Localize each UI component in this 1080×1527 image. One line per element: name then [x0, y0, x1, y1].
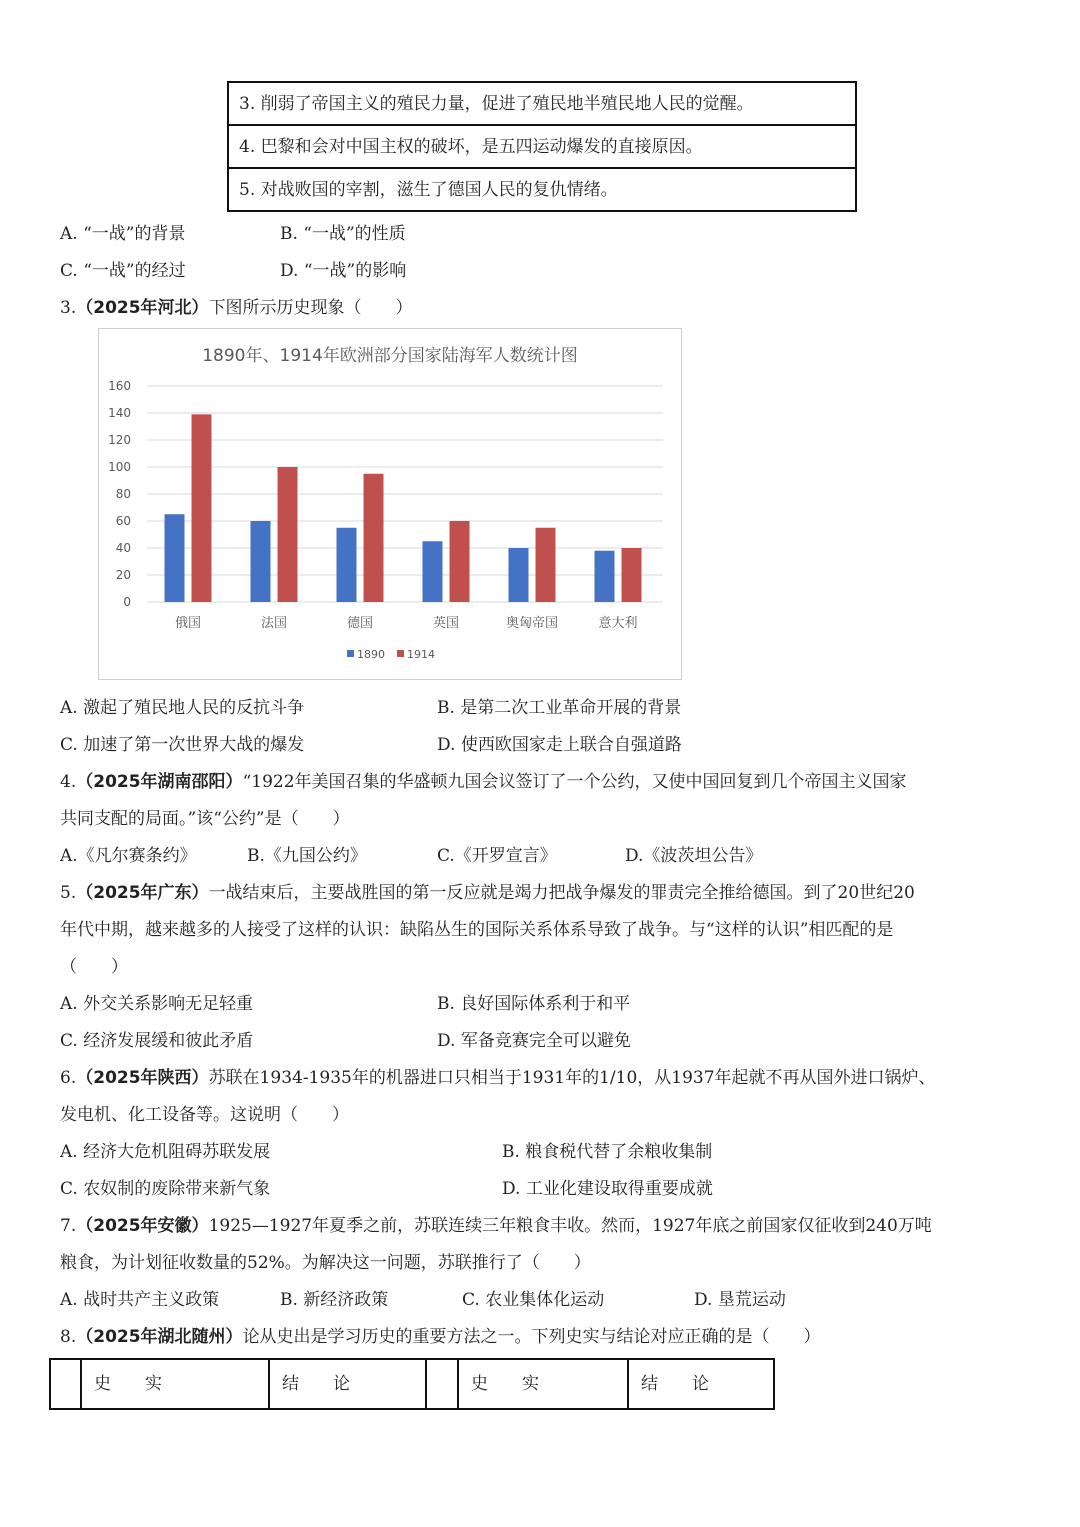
q6-option-a: A. 经济大危机阻碍苏联发展 [60, 1142, 271, 1162]
question-number: 3. [60, 298, 77, 318]
legend-swatch [347, 650, 354, 657]
q3-option-b: B. 是第二次工业革命开展的背景 [437, 698, 682, 718]
question-7-stem-cont: 粮食，为计划征收数量的52%。为解决这一问题，苏联推行了（ ） [60, 1253, 591, 1273]
question-3 [60, 293, 413, 318]
q6-option-b: B. 粮食税代替了余粮收集制 [502, 1142, 713, 1162]
bar-1890 [337, 528, 357, 602]
q4-option-b: B.《九国公约》 [247, 846, 367, 866]
table-row: 3. 削弱了帝国主义的殖民力量，促进了殖民地半殖民地人民的觉醒。 [229, 83, 855, 126]
legend-swatch [397, 650, 404, 657]
question-source: （2025年湖北随州） [76, 1327, 243, 1347]
bar-1914 [278, 467, 298, 602]
table-row: 5. 对战败国的宰割，滋生了德国人民的复仇情绪。 [229, 169, 855, 212]
y-tick-label: 60 [115, 514, 131, 528]
y-tick-label: 140 [108, 406, 131, 420]
y-tick-label: 80 [115, 487, 131, 501]
x-tick-label: 俄国 [174, 616, 202, 631]
x-tick-label: 意大利 [598, 616, 638, 631]
question-number: 6. [60, 1068, 77, 1088]
question-source: （2025年安徽） [76, 1216, 209, 1236]
question-stem: 一战结束后，主要战胜国的第一反应就是竭力把战争爆发的罪责完全推给德国。到了20世纪20 [208, 883, 915, 903]
q3-option-c: C. 加速了第一次世界大战的爆发 [60, 735, 305, 755]
table-header-conclusion: 结 论 [641, 1374, 709, 1394]
question-source: （2025年河北） [76, 298, 209, 318]
question-5 [60, 878, 915, 903]
table-cell-blank [51, 1360, 82, 1408]
x-tick-label: 奥匈帝国 [505, 616, 559, 631]
question-stem: 苏联在1934-1935年的机器进口只相当于1931年的1/10，从1937年起就不再从国外进口锅炉、 [208, 1068, 936, 1088]
x-tick-label: 法国 [260, 616, 288, 631]
question-stem: “1922年美国召集的华盛顿九国会议签订了一个公约，又使中国回复到几个帝国主义国家 [242, 772, 907, 792]
question-number: 4. [60, 772, 77, 792]
y-tick-label: 0 [123, 595, 131, 609]
q6-option-c: C. 农奴制的废除带来新气象 [60, 1179, 271, 1199]
q7-option-c: C. 农业集体化运动 [462, 1290, 605, 1310]
q5-option-b: B. 良好国际体系利于和平 [437, 994, 631, 1014]
bar-1890 [423, 541, 443, 602]
q7-option-d: D. 垦荒运动 [694, 1290, 786, 1310]
y-tick-label: 40 [115, 541, 131, 555]
question-7 [60, 1211, 932, 1236]
question-5-stem-cont: 年代中期，越来越多的人接受了这样的认识：缺陷丛生的国际关系体系导致了战争。与“这样的认识”相匹配的是 [60, 920, 894, 940]
question-number: 8. [60, 1327, 77, 1347]
q5-option-d: D. 军备竞赛完全可以避免 [437, 1031, 631, 1051]
q2-option-d: D. “一战”的影响 [280, 261, 407, 281]
q4-option-c: C.《开罗宣言》 [437, 846, 557, 866]
question-stem: 1925—1927年夏季之前，苏联连续三年粮食丰收。然而，1927年底之前国家仅征收到240万吨 [208, 1216, 932, 1236]
table-cell-blank [427, 1360, 459, 1408]
question-6 [60, 1063, 936, 1088]
question-5-stem-end: （ ） [60, 957, 128, 977]
bar-1890 [165, 514, 185, 602]
question-number: 5. [60, 883, 77, 903]
q5-option-c: C. 经济发展缓和彼此矛盾 [60, 1031, 254, 1051]
question-6-stem-cont: 发电机、化工设备等。这说明（ ） [60, 1105, 349, 1125]
q5-option-a: A. 外交关系影响无足轻重 [60, 994, 254, 1014]
question-stem: 论从史出是学习历史的重要方法之一。下列史实与结论对应正确的是（ ） [242, 1327, 821, 1347]
y-tick-label: 120 [108, 433, 131, 447]
question-source: （2025年广东） [76, 883, 209, 903]
q3-option-a: A. 激起了殖民地人民的反抗斗争 [60, 698, 305, 718]
x-tick-label: 英国 [432, 616, 460, 631]
chart-canvas [99, 329, 681, 679]
q2-option-b: B. “一战”的性质 [280, 224, 406, 244]
question-number: 7. [60, 1216, 77, 1236]
q4-option-a: A.《凡尔赛条约》 [60, 846, 197, 866]
y-tick-label: 160 [108, 379, 131, 393]
summary-table [227, 81, 857, 212]
q7-option-b: B. 新经济政策 [280, 1290, 389, 1310]
bar-1914 [450, 521, 470, 602]
question-4-stem-cont: 共同支配的局面。”该“公约”是（ ） [60, 809, 350, 829]
bar-1914 [364, 474, 384, 602]
bar-1914 [622, 548, 642, 602]
question-source: （2025年陕西） [76, 1068, 209, 1088]
x-tick-label: 德国 [346, 616, 374, 631]
table-header-fact: 史 实 [459, 1360, 629, 1408]
question-source: （2025年湖南邵阳） [76, 772, 243, 792]
chart-title: 1890年、1914年欧洲部分国家陆海军人数统计图 [202, 346, 578, 366]
bar-chart [98, 328, 682, 680]
bar-1890 [509, 548, 529, 602]
question-8 [60, 1322, 821, 1347]
table-header-fact: 史 实 [82, 1360, 270, 1408]
q2-option-c: C. “一战”的经过 [60, 261, 186, 281]
table-row: 4. 巴黎和会对中国主权的破坏，是五四运动爆发的直接原因。 [229, 126, 855, 169]
facts-conclusions-table [49, 1358, 775, 1410]
legend-label: 1914 [407, 648, 435, 661]
legend-label: 1890 [357, 648, 385, 661]
q7-option-a: A. 战时共产主义政策 [60, 1290, 220, 1310]
bar-1890 [595, 551, 615, 602]
q4-option-d: D.《波茨坦公告》 [625, 846, 763, 866]
bar-1914 [536, 528, 556, 602]
table-header-conclusion: 结 论 [270, 1360, 427, 1408]
bar-1914 [192, 414, 212, 602]
question-stem: 下图所示历史现象（ ） [208, 298, 413, 318]
q2-option-a: A. “一战”的背景 [60, 224, 186, 244]
bar-1890 [251, 521, 271, 602]
question-4 [60, 767, 907, 792]
q3-option-d: D. 使西欧国家走上联合自强道路 [437, 735, 682, 755]
y-tick-label: 100 [108, 460, 131, 474]
y-tick-label: 20 [115, 568, 131, 582]
q6-option-d: D. 工业化建设取得重要成就 [502, 1179, 713, 1199]
